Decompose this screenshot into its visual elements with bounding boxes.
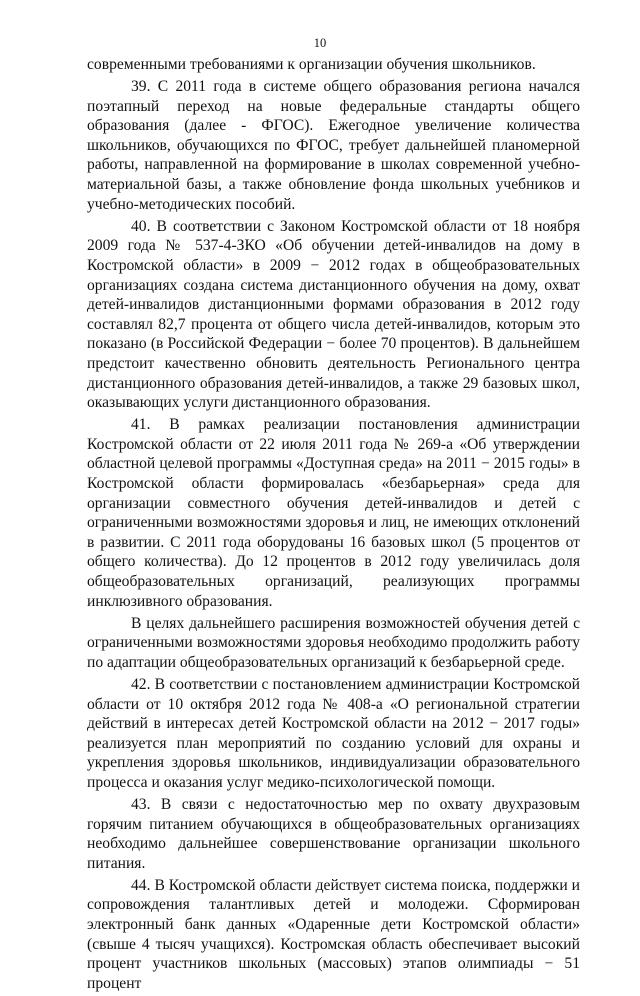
page-number: 10: [313, 36, 327, 50]
paragraph-43: 43. В связи с недостаточностью мер по охвату двухразовым горячим питанием обучающихся в общеобразовательных организациях необходимо дальнейшее совершенствование организации школьного питания.: [87, 795, 580, 872]
paragraph-39: 39. С 2011 года в системе общего образования региона начался поэтапный переход на новые федеральные стандарты общего образования (далее - ФГОС). Ежегодное увеличение количества школьников, обучающихся по ФГОС, требует дальнейшей планомерной работы, направленной на формирование в школах современной учебно-материальной базы, а также обновление фонда школьных учебников и учебно-методических пособий.: [87, 78, 580, 213]
paragraph-44: 44. В Костромской области действует система поиска, поддержки и сопровождения талантливых детей и молодежи. Сформирован электронный банк данных «Одаренные дети Костромской области» (свыше 4 тысяч учащихся). Костромская область обеспечивает высокий процент участников школьных (массовых) этапов олимпиады − 51 процент: [87, 876, 580, 992]
document-body: [87, 55, 580, 996]
paragraph-continuation: современными требованиями к организации обучения школьников.: [87, 56, 536, 73]
paragraph-41-continued: В целях дальнейшего расширения возможностей обучения детей с ограниченными возможностями здоровья необходимо продолжить работу по адаптации общеобразовательных организаций к безбарьерной среде.: [87, 614, 580, 671]
paragraph-42: 42. В соответствии с постановлением администрации Костромской области от 10 октября 2012 года № 408-а «О региональной стратегии действий в интересах детей Костромской области на 2012 − 2017 годы» реализуется план мероприятий по созданию условий для охраны и укрепления здоровья школьников, индивидуализации образовательного процесса и оказания услуг медико-психологической помощи.: [87, 675, 580, 791]
paragraph-41: 41. В рамках реализации постановления администрации Костромской области от 22 июля 2011 года № 269-а «Об утверждении областной целевой программы «Доступная среда» на 2011 − 2015 годы» в Костромской области формировалась «безбарьерная» среда для организации совместного обучения детей-инвалидов и детей с ограниченными возможностями здоровья и лиц, не имеющих отклонений в развитии. С 2011 года оборудованы 16 базовых школ (5 процентов от общего количества). До 12 процентов в 2012 году увеличилась доля общеобразовательных организаций, реализующих программы инклюзивного образования.: [87, 416, 580, 610]
paragraph-40: 40. В соответствии с Законом Костромской области от 18 ноября 2009 года № 537-4-ЗКО «Об обучении детей-инвалидов на дому в Костромской области» в 2009 − 2012 годах в общеобразовательных организациях создана система дистанционного обучения на дому, охват детей-инвалидов дистанционными формами образования в 2012 году составлял 82,7 процента от общего числа детей-инвалидов, которым это показано (в Российской Федерации − более 70 процентов). В дальнейшем предстоит качественно обновить деятельность Регионального центра дистанционного образования детей-инвалидов, а также 29 базовых школ, оказывающих услуги дистанционного образования.: [87, 217, 580, 412]
